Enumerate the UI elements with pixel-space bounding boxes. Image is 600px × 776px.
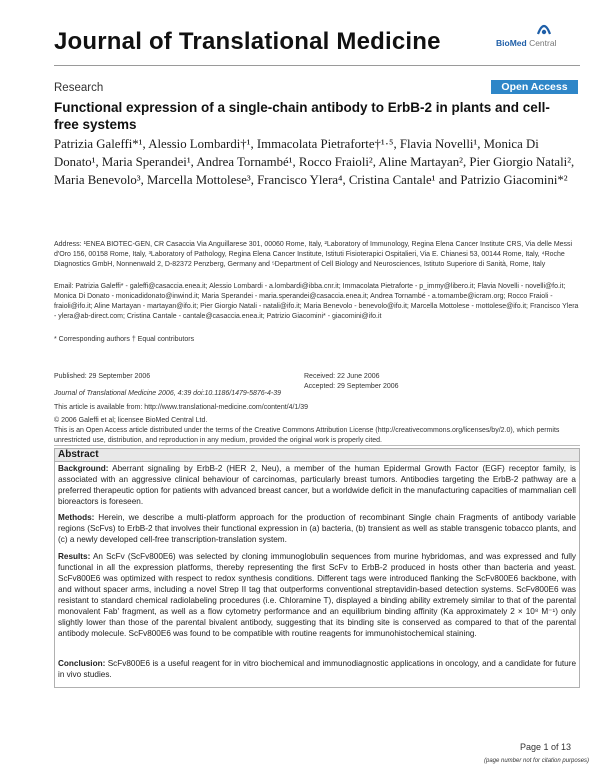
author-notes: * Corresponding authors † Equal contributors xyxy=(54,336,195,343)
biomed-central-logo-icon xyxy=(536,22,552,36)
author-addresses: Address: ¹ENEA BIOTEC-GEN, CR Casaccia Via Anguillarese 301, 00060 Rome, Italy, ²Laboratory of Immunology, Regina Elena Cancer Institute CRS, Via delle Messi d'Oro 156, 00158 Rome, Italy, ³Laboratory of Pathology, Regina Elena Cancer Institute, Istituti Fisioterapici Ospitalieri, Via E. Chianesi 53, 00144 Rome, Italy, ⁴Roche Diagnostics GmbH, Nonnenwald 2, D-82372 Penzberg, Germany and ⁵Department of Cell Biology and Neurosciences, Istituto Superiore di Sanità, Rome, Italy xyxy=(54,241,573,268)
abstract-divider xyxy=(54,445,580,446)
abstract-header-bar xyxy=(54,448,580,462)
section-label: Research xyxy=(54,82,104,94)
publisher-name: BioMed Central xyxy=(496,38,557,48)
page-number: Page 1 of 13 xyxy=(520,742,572,752)
license-statement: This is an Open Access article distributed under the terms of the Creative Commons Attribution License (http://creativecommons.org/licenses/by/2.0), which permits unrestricted use, distribution, and reproduction in any medium, provided the original work is properly cited. xyxy=(54,427,560,444)
article-url[interactable]: This article is available from: http://www.translational-medicine.com/content/4/1/39 xyxy=(54,404,309,411)
article-title: Functional expression of a single-chain antibody to ErbB-2 in plants and cell-free systems xyxy=(54,100,550,132)
author-emails: Email: Patrizia Galeffi* - galeffi@casaccia.enea.it; Alessio Lombardi - a.lombardi@ibba.cnr.it; Immacolata Pietraforte - p_immy@libero.it; Flavia Novelli - novelli@fo.it; Monica Di Donato - monicadidonato@inwind.it; Maria Sperandei - maria.sperandei@casaccia.enea.it; Andrea Tornambé - a.tornambe@icram.org; Rocco Fraioli - fraioli@ifo.it; Aline Martayan - martayan@ifo.it; Pier Giorgio Natali - natali@ifo.it; Maria Benevolo - benevolo@ifo.it; Marcella Mottolese - mottolese@ifo.it; Francisco Ylera - ylera@ab-direct.com; Cristina Cantale - cantale@casaccia.enea.it; Patrizio Giacomini* - giacomini@ifo.it xyxy=(54,283,579,320)
journal-reference: Journal of Translational Medicine 2006, 4:39 doi:10.1186/1479-5876-4-39 xyxy=(54,390,282,397)
copyright-notice xyxy=(54,416,580,446)
author-list: Patrizia Galeffi*¹, Alessio Lombardi†¹, Immacolata Pietraforte†¹·⁵, Flavia Novelli¹, Monica Di Donato¹, Maria Sperandei¹, Andrea Tornambé¹, Rocco Fraioli², Aline Martayan², Pier Giorgio Natali², Maria Benevolo³, Marcella Mottolese³, Francisco Ylera⁴, Cristina Cantale¹ and Patrizio Giacomini*² xyxy=(54,137,575,187)
accepted-date: Accepted: 29 September 2006 xyxy=(304,383,399,390)
journal-title: Journal of Translational Medicine xyxy=(54,28,441,55)
header-divider xyxy=(54,65,580,66)
copyright-line: © 2006 Galeffi et al; licensee BioMed Central Ltd. xyxy=(54,417,208,424)
abstract-conclusion: Conclusion: ScFv800E6 is a useful reagent for in vitro biochemical and immunodiagnostic applications in oncology, and a candidate for future in vivo studies. xyxy=(58,659,576,679)
published-date: Published: 29 September 2006 xyxy=(54,373,151,380)
page-number-note: (page number not for citation purposes) xyxy=(484,758,590,764)
open-access-badge: Open Access xyxy=(491,80,578,94)
abstract-methods: Methods: Herein, we describe a multi-platform approach for the production of recombinant Single chain Fragments of antibody variable regions (ScFvs) to ErbB-2 that involves their functional expression in (a) bacteria, (b) transient as well as stable transgenic tobacco plants, and (c) a newly developed cell-free transcription-translation system. xyxy=(58,513,576,544)
abstract-background: Background: Aberrant signaling by ErbB-2 (HER 2, Neu), a member of the human Epidermal Growth Factor (EGF) receptor family, is associated with an aggressive clinical behaviour of carcinomas, particularly breast tumors. Antibodies targeting the ErbB-2 pathway are a preferred therapeutic option for patients with advanced breast cancer, but a worldwide deficit in the manufacturing capacities of mammalian cell bioreactors is foreseen. xyxy=(58,464,576,506)
received-date: Received: 22 June 2006 xyxy=(304,373,380,380)
abstract-heading: Abstract xyxy=(58,449,99,460)
publisher-logo xyxy=(496,22,576,52)
abstract-results: Results: An ScFv (ScFv800E6) was selected by cloning immunoglobulin sequences from murine hybridomas, and was expressed and fully functional in all the expression platforms, thereby representing the first ScFv to ErbB-2 produced in hosts other than bacteria and yeast. ScFv800E6 was optimized with respect to redox synthesis conditions. Different tags were introduced flanking the ScFv800E6 backbone, with and without spacer arms, including a novel Strep II tag that outperforms conventional streptavidin-based detection systems. ScFv800E6 was resistant to standard chemical radiolabeling procedures (i.e. Chloramine T), displayed a binding ability extremely similar to that of the parental monovalent Fab' fragment, as well as a flow cytometry performance and an equilibrium binding affinity (Ka approximately 2 × 10⁸ M⁻¹) only slightly lower than those of the parental bivalent antibody, suggesting that its binding site is conserved as compared to that of the parental antibody molecule. ScFv800E6 was found to be compatible with routine reagents for immunohistochemical staining. xyxy=(58,552,576,638)
